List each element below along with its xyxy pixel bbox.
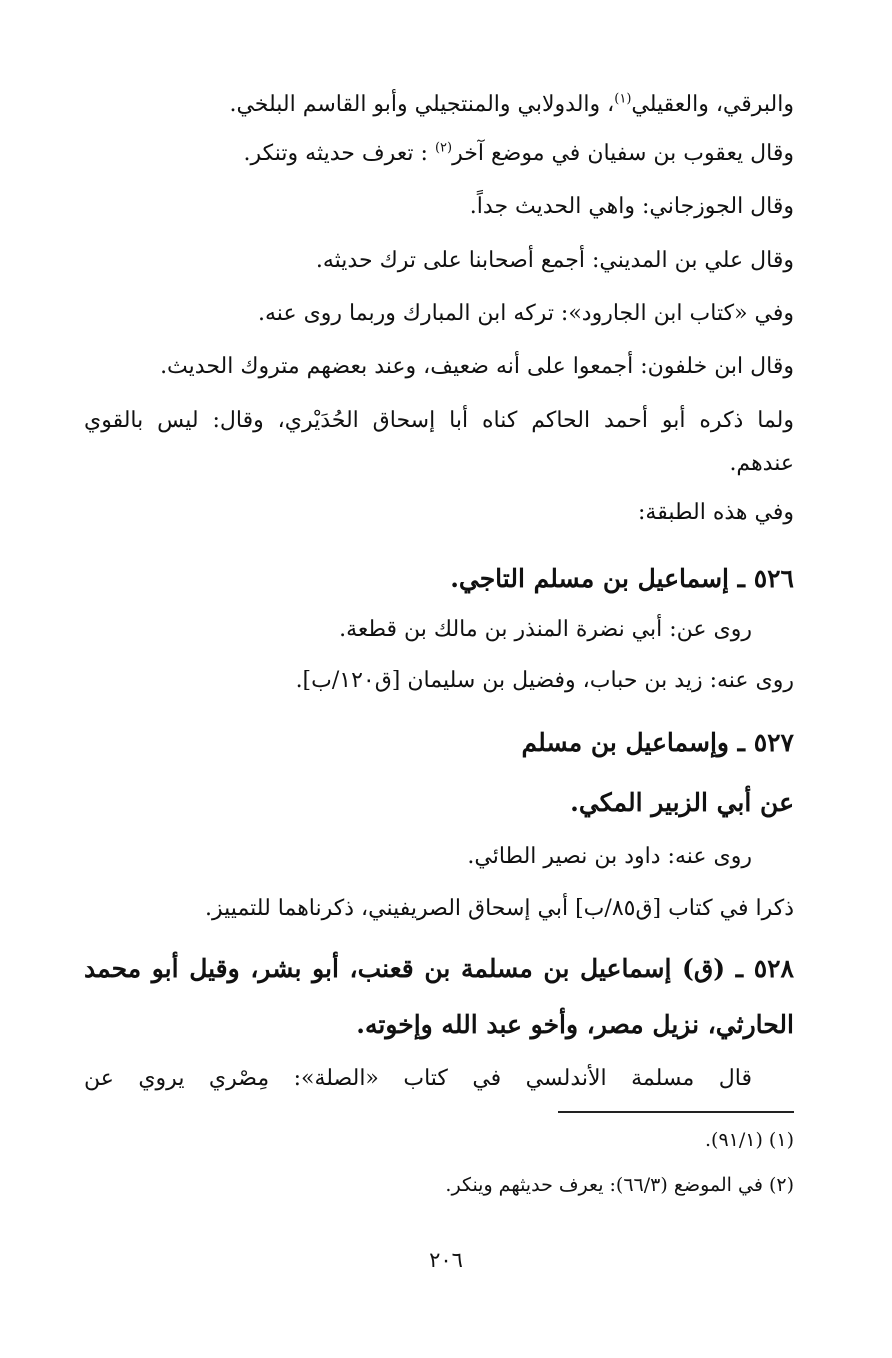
text-line-1-b: ، والدولابي والمنتجيلي وأبو القاسم البلخي. [229,92,615,117]
text-line-9: وفي هذه الطبقة: [638,500,794,525]
text-line-7: ولما ذكره أبو أحمد الحاكم كناه أبا إسحاق الحُدَيْري، وقال: ليس بالقوي [84,408,794,433]
footnote-1: (١) (٩١/١). [705,1129,794,1151]
entry-528-title-2: الحارثي، نزيل مصر، وأخو عبد الله وإخوته. [356,1010,794,1039]
text-line-5: وفي «كتاب ابن الجارود»: تركه ابن المبارك وربما روى عنه. [258,301,794,326]
entry-526-line-2: روى عنه: زيد بن حباب، وفضيل بن سليمان [ق١٢٠/ب]. [295,668,794,693]
text-line-2 [84,137,794,171]
entry-527-title: ٥٢٧ ـ وإسماعيل بن مسلم [521,728,794,757]
footnote-ref-2[interactable]: (٢) [434,140,453,156]
entry-527-title-2: عن أبي الزبير المكي. [570,788,794,817]
entry-527-line-1: روى عنه: داود بن نصير الطائي. [467,844,752,869]
page-number: ٢٠٦ [429,1248,463,1272]
entry-527-line-2: ذكرا في كتاب [ق٨٥/ب] أبي إسحاق الصريفيني، ذكرناهما للتمييز. [205,896,794,921]
footnote-ref-1[interactable]: (١) [614,91,632,107]
entry-528-title: ٥٢٨ ـ (ق) إسماعيل بن مسلمة بن قعنب، أبو بشر، وقيل أبو محمد [84,954,794,983]
text-line-1-a: والبرقي، والعقيلي [631,92,794,117]
text-line-6: وقال ابن خلفون: أجمعوا على أنه ضعيف، وعند بعضهم متروك الحديث. [160,354,794,379]
entry-528-line-1: قال مسلمة الأندلسي في كتاب «الصلة»: مِصْري يروي عن [84,1066,752,1091]
text-line-1 [84,88,794,122]
footnote-separator [558,1111,794,1113]
text-line-8: عندهم. [729,451,794,476]
footnote-2: (٢) في الموضع (٦٦/٣): يعرف حديثهم وينكر. [445,1174,794,1196]
text-line-3: وقال الجوزجاني: واهي الحديث جداً. [469,194,794,219]
text-line-2-a: وقال يعقوب بن سفيان في موضع آخر [452,141,794,166]
entry-526-line-1: روى عن: أبي نضرة المنذر بن مالك بن قطعة. [339,617,752,642]
text-line-2-b: : تعرف حديثه وتنكر. [243,141,435,166]
text-line-4: وقال علي بن المديني: أجمع أصحابنا على ترك حديثه. [315,248,794,273]
entry-526-title: ٥٢٦ ـ إسماعيل بن مسلم التاجي. [450,564,794,593]
